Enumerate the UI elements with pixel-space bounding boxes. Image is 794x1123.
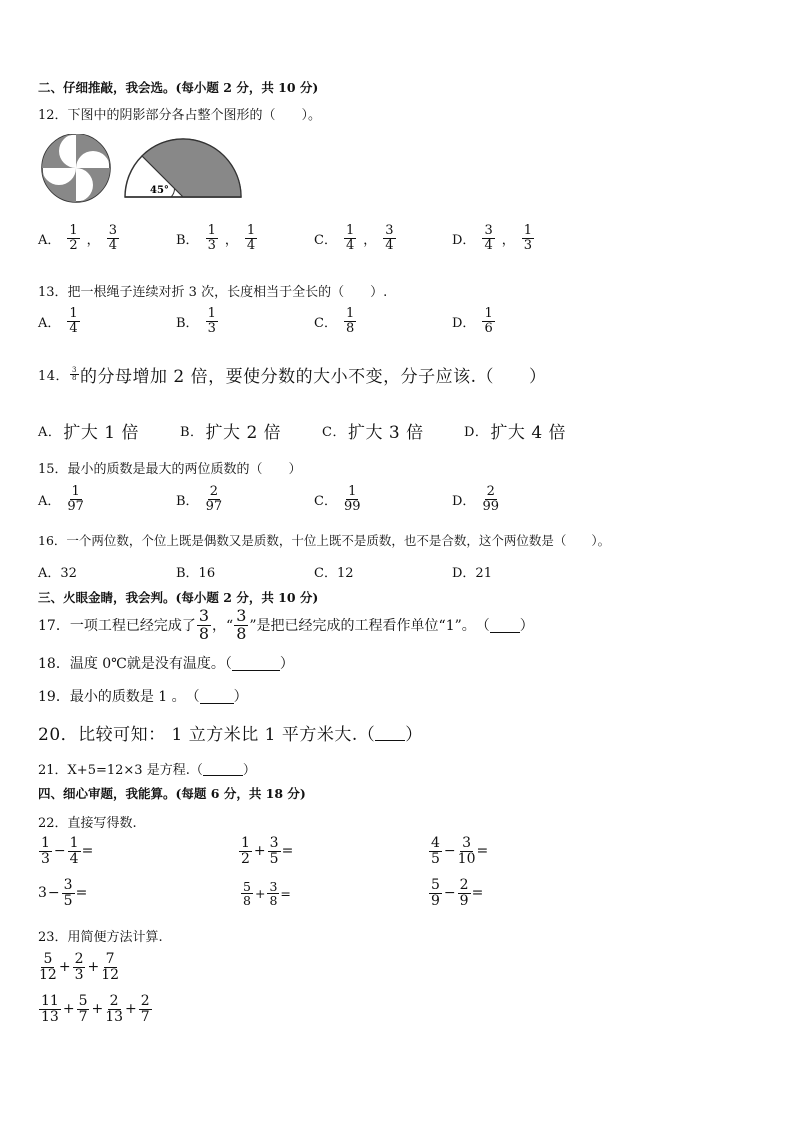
fraction: $\frac{1}{97}$ <box>67 484 84 514</box>
fraction: $\frac{11}{13}$ <box>41 993 59 1025</box>
answer-blank[interactable] <box>203 761 243 776</box>
fraction: $\frac{2}{3}$ <box>74 951 84 983</box>
question-15-stem: 15．最小的质数是最大的两位质数的（ ） <box>38 462 302 477</box>
fraction: $\frac{2}{13}$ <box>105 993 124 1025</box>
fraction: $\frac{5}{9}$ <box>431 877 440 909</box>
section-3-title: 三、火眼金睛，我会判。(每小题 2 分，共 10 分) <box>38 590 319 605</box>
q16-option-a[interactable]: A．32 <box>38 566 77 581</box>
q22-expression-3: $\frac{4}{5}$ − $\frac{3}{10}$ = <box>431 835 489 867</box>
question-18: 18．温度 0℃就是没有温度。（ ） <box>38 656 294 672</box>
q12-option-c[interactable]: C． $\frac{1}{4}$ ， $\frac{3}{4}$ <box>314 223 394 253</box>
answer-blank[interactable] <box>375 724 405 741</box>
q23-expression-1: $\frac{5}{12}$ + $\frac{2}{3}$ + $\frac{7}{12}$ <box>39 951 120 983</box>
q15-option-d[interactable]: D． $\frac{2}{99}$ <box>452 484 499 514</box>
fraction: $\frac{1}{3}$ <box>523 223 533 253</box>
q15-option-c[interactable]: C． $\frac{1}{99}$ <box>314 484 361 514</box>
q14-option-d[interactable]: D． 扩大 4 倍 <box>464 423 567 443</box>
fraction: $\frac{1}{4}$ <box>69 835 79 867</box>
fraction: $\frac{3}{4}$ <box>385 223 394 253</box>
section-4-title: 四、细心审题，我能算。(每题 6 分，共 18 分) <box>38 786 306 801</box>
q16-option-b[interactable]: B．16 <box>176 566 216 581</box>
q14-option-c[interactable]: C． 扩大 3 倍 <box>322 423 424 443</box>
question-19: 19．最小的质数是 1 。 （ ） <box>38 689 248 705</box>
q12-option-a[interactable]: A． $\frac{1}{2}$ ， $\frac{3}{4}$ <box>38 223 117 253</box>
fraction: $\frac{7}{12}$ <box>101 951 120 983</box>
fraction: $\frac{2}{9}$ <box>459 877 469 909</box>
question-23-stem: 23．用简便方法计算. <box>38 930 163 945</box>
fraction: $\frac{1}{3}$ <box>207 223 216 253</box>
q13-option-b[interactable]: B． $\frac{1}{3}$ <box>176 306 216 336</box>
section-2-title: 二、仔细推敲，我会选。(每小题 2 分，共 10 分) <box>38 80 319 95</box>
fraction: $\frac{5}{7}$ <box>78 993 88 1025</box>
fraction: $\frac{1}{3}$ <box>41 835 50 867</box>
q16-option-c[interactable]: C．12 <box>314 566 354 581</box>
question-20: 20．比较可知： 1 立方米比 1 平方米大.（ ） <box>38 725 423 745</box>
q12-option-b[interactable]: B． $\frac{1}{3}$ ， $\frac{1}{4}$ <box>176 223 256 253</box>
fraction: $\frac{2}{97}$ <box>205 484 223 514</box>
question-22-stem: 22．直接写得数. <box>38 816 137 831</box>
fraction: $\frac{1}{4}$ <box>246 223 256 253</box>
answer-blank[interactable] <box>232 656 280 671</box>
fraction: $\frac{4}{5}$ <box>431 835 440 867</box>
fraction: $\frac{3}{8}$ <box>72 365 78 382</box>
fraction: $\frac{3}{10}$ <box>457 835 476 867</box>
fraction: $\frac{5}{8}$ <box>243 879 251 909</box>
fraction: $\frac{1}{2}$ <box>69 223 78 253</box>
question-12-stem: 12．下图中的阴影部分各占整个图形的（ ）。 <box>38 108 322 123</box>
question-13-stem: 13．把一根绳子连续对折 3 次，长度相当于全长的（ ）. <box>38 285 388 300</box>
question-14-stem: 14． $\frac{3}{8}$ 的分母增加 2 倍，要使分数的大小不变，分子应该.（ ） <box>38 365 547 387</box>
q22-expression-6: $\frac{5}{9}$ − $\frac{2}{9}$ = <box>431 877 484 909</box>
fraction: $\frac{3}{5}$ <box>63 877 73 909</box>
fraction: $\frac{1}{6}$ <box>484 306 493 336</box>
fraction: $\frac{2}{99}$ <box>482 484 499 514</box>
fraction: $\frac{3}{8}$ <box>269 879 278 909</box>
answer-blank[interactable] <box>200 689 234 704</box>
fraction: $\frac{1}{99}$ <box>343 484 361 514</box>
question-21: 21．X+5=12×3 是方程.（ ） <box>38 763 256 778</box>
q22-expression-5: $\frac{5}{8}$ + $\frac{3}{8}$ = <box>243 879 291 909</box>
question-17: 17．一项工程已经完成了 $\frac{3}{8}$ ，“ $\frac{3}{8}$ ”是把已经完成的工程看作单位“1”。 （ ） <box>38 606 534 643</box>
q16-option-d[interactable]: D．21 <box>452 566 492 581</box>
answer-blank[interactable] <box>490 618 520 633</box>
question-16-stem: 16．一个两位数，个位上既是偶数又是质数，十位上既不是质数，也不是合数，这个两位数是（ ）。 <box>38 533 611 548</box>
fraction: $\frac{1}{8}$ <box>345 306 355 336</box>
q23-expression-2: $\frac{11}{13}$ + $\frac{5}{7}$ + $\frac{2}{13}$ + $\frac{2}{7}$ <box>41 993 150 1025</box>
fraction: $\frac{3}{4}$ <box>484 223 493 253</box>
q12-option-d[interactable]: D． $\frac{3}{4}$ ， $\frac{1}{3}$ <box>452 223 533 253</box>
fraction: $\frac{3}{8}$ <box>236 606 247 643</box>
fraction: $\frac{1}{4}$ <box>345 223 355 253</box>
q14-option-a[interactable]: A． 扩大 1 倍 <box>38 423 140 443</box>
q22-expression-2: $\frac{1}{2}$ + $\frac{3}{5}$ = <box>241 835 294 867</box>
pinwheel-circle-figure <box>42 134 110 202</box>
q15-option-a[interactable]: A． $\frac{1}{97}$ <box>38 484 84 514</box>
angle-label: 45° <box>150 185 169 196</box>
fraction: $\frac{1}{4}$ <box>69 306 78 336</box>
q13-option-c[interactable]: C． $\frac{1}{8}$ <box>314 306 355 336</box>
q15-option-b[interactable]: B． $\frac{2}{97}$ <box>176 484 223 514</box>
question-12-figures <box>38 134 248 204</box>
fraction: $\frac{3}{8}$ <box>198 606 210 643</box>
fraction: $\frac{1}{3}$ <box>207 306 216 336</box>
fraction: $\frac{2}{7}$ <box>140 993 150 1025</box>
q13-option-a[interactable]: A． $\frac{1}{4}$ <box>38 306 78 336</box>
fraction: $\frac{5}{12}$ <box>39 951 57 983</box>
q14-option-b[interactable]: B． 扩大 2 倍 <box>180 423 282 443</box>
fraction: $\frac{1}{2}$ <box>241 835 250 867</box>
fraction: $\frac{3}{4}$ <box>108 223 117 253</box>
q22-expression-1: $\frac{1}{3}$ − $\frac{1}{4}$ = <box>41 835 94 867</box>
semicircle-45-figure <box>125 139 241 197</box>
q22-expression-4: 3 − $\frac{3}{5}$ = <box>38 877 88 909</box>
q13-option-d[interactable]: D． $\frac{1}{6}$ <box>452 306 493 336</box>
fraction: $\frac{3}{5}$ <box>269 835 279 867</box>
